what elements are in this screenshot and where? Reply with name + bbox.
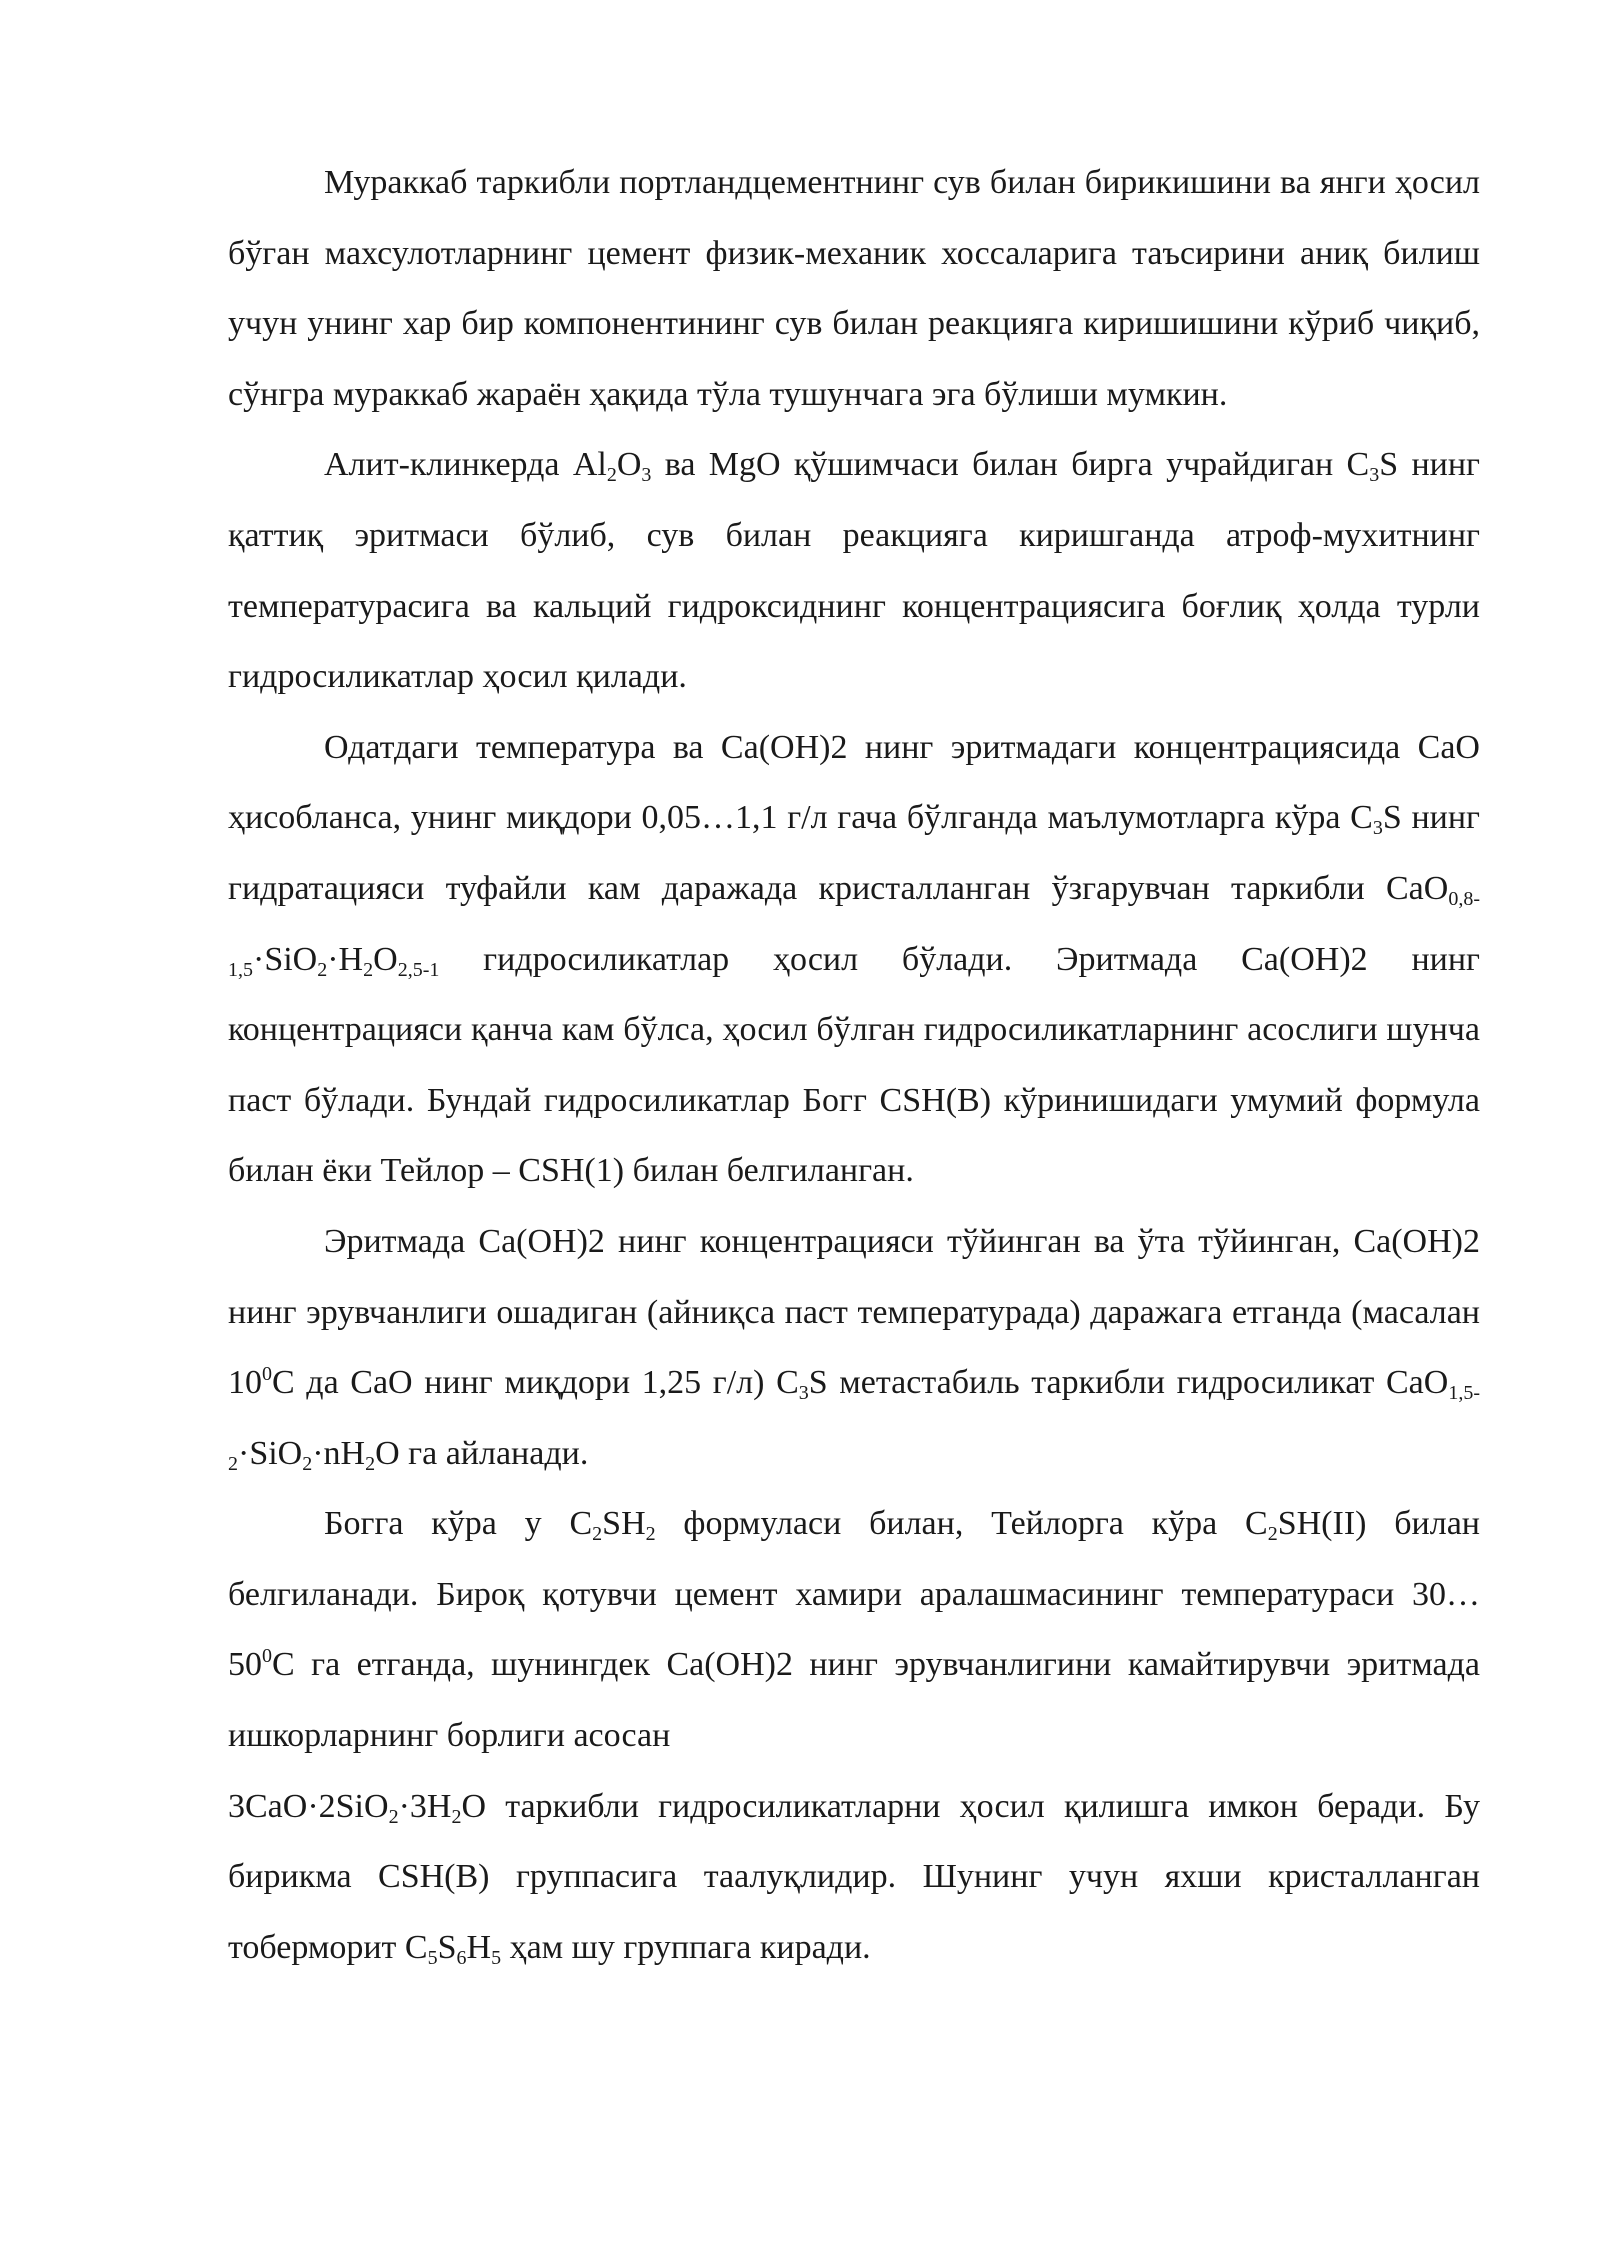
- text-run: Богга кўра у C: [324, 1505, 593, 1543]
- subscript-text: 2: [317, 958, 328, 981]
- text-run: ҳам шу группага киради.: [501, 1928, 871, 1966]
- text-run: Алит-клинкерда Al: [324, 446, 607, 484]
- text-run: ·H: [327, 940, 364, 978]
- paragraph-4: [228, 1207, 1480, 1489]
- text-run: H: [466, 1928, 492, 1966]
- subscript-text: 5: [427, 1946, 438, 1969]
- subscript-text: 1,5-2: [228, 1382, 1480, 1475]
- subscript-text: 2: [388, 1805, 399, 1828]
- subscript-text: 2,5-1: [397, 958, 440, 981]
- subscript-text: 3: [641, 464, 652, 487]
- text-run: SH: [602, 1505, 646, 1543]
- text-run: формуласи билан, Тейлорга кўра C: [655, 1505, 1268, 1543]
- subscript-text: 3: [1369, 464, 1380, 487]
- paragraph-3: [228, 713, 1480, 1207]
- text-run: C га етганда, шунингдек Ca(OH)2 нинг эрувчанлигини камайтирувчи эритмада ишкорларнинг борлиги асосан: [228, 1646, 1480, 1755]
- paragraph-2: [228, 430, 1480, 712]
- subscript-text: 3: [1372, 817, 1383, 840]
- subscript-text: 2: [363, 958, 374, 981]
- text-run: O таркибли гидросиликатларни ҳосил қилишга имкон беради. Бу бирикма CSH(B) группасига таалуқлидир. Шунинг учун яхши кристалланган тоберморит C: [228, 1787, 1480, 1966]
- text-run: O: [616, 446, 642, 484]
- text-run: ·SiO: [238, 1434, 303, 1472]
- text-run: ·3H: [398, 1787, 452, 1825]
- text-run: Одатдаги температура ва Ca(OH)2 нинг эритмадаги концентрациясида CaO ҳисобланса, унинг миқдори 0,05…1,1 г/л гача бўлганда маълумотларга кўра C: [228, 728, 1480, 837]
- text-run: S: [437, 1928, 457, 1966]
- text-run: SH(II) билан белгиланади. Бироқ қотувчи цемент хамири аралашмасининг температураси 30…50: [228, 1505, 1481, 1684]
- text-run: S нинг қаттиқ эритмаси бўлиб, сув билан реакцияга киришганда атроф-мухитнинг температурасига ва кальций гидроксиднинг концентрациясига боғлиқ ҳолда турли гидросиликатлар ҳосил қилади.: [228, 446, 1480, 696]
- superscript-text: 0: [262, 1645, 272, 1668]
- subscript-text: 0,8-1,5: [228, 887, 1480, 981]
- paragraph-1: [228, 148, 1480, 430]
- text-run: S метастабиль таркибли гидросиликат CaO: [808, 1364, 1449, 1402]
- subscript-text: 6: [456, 1946, 467, 1969]
- text-run: O: [373, 940, 398, 978]
- text-run: 3CaO·2SiO: [228, 1787, 389, 1825]
- text-run: ·nH: [312, 1434, 366, 1472]
- subscript-text: 5: [491, 1946, 502, 1969]
- document-page: [228, 148, 1480, 1983]
- subscript-text: 3: [798, 1382, 809, 1405]
- text-run: ·SiO: [253, 940, 318, 978]
- subscript-text: 2: [1267, 1523, 1278, 1546]
- subscript-text: 2: [451, 1805, 462, 1828]
- subscript-text: 2: [645, 1523, 656, 1546]
- text-run: O га айланади.: [375, 1434, 589, 1472]
- subscript-text: 2: [606, 464, 617, 487]
- subscript-text: 2: [592, 1523, 603, 1546]
- superscript-text: 0: [262, 1363, 272, 1386]
- text-run: Эритмада Ca(OH)2 нинг концентрацияси тўйинган ва ўта тўйинган, Ca(OH)2 нинг эрувчанлиги ошадиган (айниқса паст температурада) даражага етганда (масалан 10: [228, 1222, 1480, 1402]
- text-run: C да CaO нинг миқдори 1,25 г/л) C: [272, 1364, 799, 1402]
- text-run: S нинг гидратацияси туфайли кам даражада кристалланган ўзгарувчан таркибли CaO: [228, 799, 1480, 907]
- text-run: гидросиликатлар ҳосил бўлади. Эритмада Ca(OH)2 нинг концентрацияси қанча кам бўлса, ҳосил бўлган гидросиликатларнинг асослиги шунча паст бўлади. Бундай гидросиликатлар Богг CSH(B) кўринишидаги умумий формула билан ёки Тейлор – CSH(1) билан белгиланган.: [228, 940, 1480, 1190]
- paragraph-5: [228, 1489, 1480, 1771]
- subscript-text: 2: [365, 1452, 376, 1475]
- text-run: ва MgO қўшимчаси билан бирга учрайдиган C: [651, 446, 1370, 484]
- text-run: Мураккаб таркибли портландцементнинг сув билан бирикишини ва янги ҳосил бўган махсулотларнинг цемент физик-механик хоссаларига таъсирини аниқ билиш учун унинг хар бир компонентининг сув билан реакцияга киришишини кўриб чиқиб, сўнгра мураккаб жараён ҳақида тўла тушунчага эга бўлиши мумкин.: [228, 164, 1480, 413]
- paragraph-6: [228, 1772, 1480, 1984]
- subscript-text: 2: [302, 1452, 313, 1475]
